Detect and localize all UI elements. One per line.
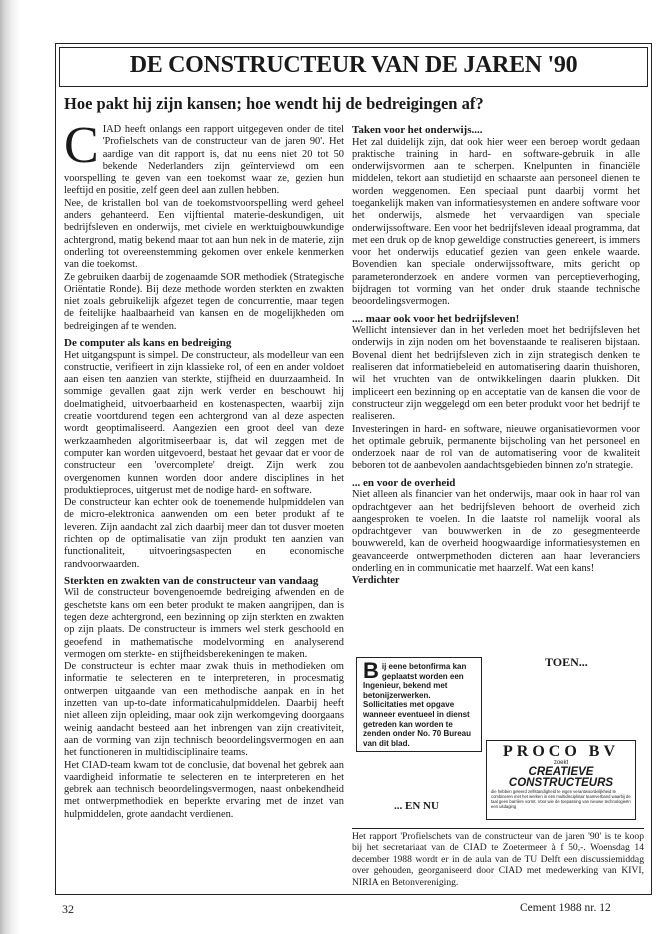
old-ad-text: ij eene betonfirma kan geplaatst worden een Ingenieur, bekend met betonijzerwerken. Sollicitaties met opgave wanneer eventueel in dienst getreden kan worden te zenden onder No. 70 Bureau van dit blad.	[363, 662, 472, 748]
ad-headline-1: CREATIEVE	[528, 766, 594, 778]
section-heading-strengths: Sterkten en zwakten van de constructeur van vandaag	[64, 574, 319, 587]
intro-paragraph-3: Ze gebruiken daarbij de zogenaamde SOR methodiek (Strategische Oriëntatie Ronde). Bij deze methode worden sterkten en zwakten niet zoals gebruikelijk afgezet tegen de concurrentie, maar tegen de feitelijke haalbaarheid van kansen en de mogelijkheden om bedreigingen af te wenden.	[64, 271, 344, 332]
section1-paragraph-1: Het uitgangspunt is simpel. De constructeur, als modelleur van een constructie, verifieert in zijn klassieke rol, of een en ander voldoet aan eisen ten aanzien van sterkte, stijfheid en duurzaamheid. In sommige gevallen gaat zijn werk verder en beschouwt hij doelmatigheid, uitvoerbaarheid en kostenaspecten, waarbij zijn creatie voortdurend tegen een achtergrond van al deze aspecten wordt geoptimaliseerd. Aangezien een groot deel van deze werkzaamheden algoritmiseerbaar is, dat wil zeggen met de computer kan worden uitgevoerd, bestaat het gevaar dat er voor de constructeur een 'overcomplete' dreigt. Zijn werk zou overgenomen kunnen worden door andere disciplines in het produktieproces, uitgerust met de nodige hard- en software.	[64, 349, 344, 496]
issue-label: Cement 1988 nr. 12	[520, 902, 611, 914]
section2-paragraph-2: De constructeur is echter maar zwak thuis in methodieken om informatie te selecteren en te interpreteren, in procesmatig ontwerpen uitgaande van een methodische aanpak en in het inzetten van up-to-date informaticahulpmiddelen. Daarbij heeft niet alleen zijn opleiding, maar ook zijn werkomgeving doorgaans weinig aandacht besteed aan het inbrengen van zijn creativiteit, aan de vorming van zijn technisch beoordelingsvermogen en aan het functioneren in multidisciplinaire teams.	[64, 661, 344, 759]
section-heading-government: ... en voor de overheid	[352, 476, 456, 489]
new-job-ad	[486, 740, 636, 820]
drop-cap: C	[64, 117, 99, 174]
section-heading-business: .... maar ook voor het bedrijfsleven!	[352, 312, 520, 325]
old-job-ad	[356, 657, 482, 752]
intro-paragraph-1: IAD heeft onlangs een rapport uitgegeven onder de titel 'Profielschets van de constructeur van de jaren 90'. Het aardige van dit rapport is, dat nu eens niet 20 tot 50 bekende Nederlanders zijn geïnterviewd om een voorspelling te geven van een toekomst waar ze, gezien hun leeftijd en positie, zelf geen deel aan zullen hebben.	[64, 124, 344, 197]
section2-paragraph-1: Wil de constructeur bovengenoemde bedreiging afwenden en de geschetste kans om een beter produkt te maken aangrijpen, dan is tegen deze achtergrond, een bezinning op zijn sterkten en zwakten op zijn plaats. De constructeur is immers wel sterk geschoold en geoefend in mathematische modelvorming en analyserend vermogen om sterkte- en stijfheidsberekeningen te maken.	[64, 587, 344, 660]
byline: Verdichter	[352, 575, 400, 587]
binding-shadow	[0, 0, 20, 934]
section-heading-computer: De computer als kans en bedreiging	[64, 337, 232, 350]
toen-label: TOEN...	[545, 655, 588, 669]
left-column	[64, 117, 344, 821]
right-column	[352, 124, 640, 588]
article-title: DE CONSTRUCTEUR VAN DE JAREN '90	[129, 52, 578, 78]
section-heading-education: Taken voor het onderwijs....	[352, 124, 483, 136]
ad-headline-2: CONSTRUCTEURS	[508, 777, 614, 789]
report-notice: Het rapport 'Profielschets van de constructeur van de jaren '90' is te koop bij het secretariaat van de CIAD te Zoetermeer à f 50,-. Woensdag 14 december 1988 wordt er in de aula van de TU Delft een discussiemiddag over gehouden, georganiseerd door CIAD met medewerking van KIVI, NIRIA en Betonvereniging.	[352, 831, 644, 888]
title-box	[59, 47, 648, 87]
section4-paragraph-1: Wellicht intensiever dan in het verleden moet het bedrijfsleven het onderwijs in zijn noden om het bovenstaande te realiseren bijstaan. Bovenal dient het bedrijfsleven zich in zijn strategisch denken te realiseren dat informatiebeleid en automatisering daarin thuishoren, wil het vruchten van de ontwikkelingen daarin plukken. Dit impliceert een bezinning op en acceptatie van de kansen die voor de constructeur zijn weggelegd om een beter produkt voor het bedrijf te realiseren.	[352, 325, 640, 423]
page-number: 32	[62, 902, 74, 916]
article-subtitle: Hoe pakt hij zijn kansen; hoe wendt hij de bedreigingen af?	[64, 94, 484, 113]
en-nu-label: ... EN NU	[394, 800, 439, 812]
section3-paragraph-1: Het zal duidelijk zijn, dat ook hier weer een beroep wordt gedaan praktische training in hard- en software-gebruik in alle onderwijsvormen aan te scherpen. Knelpunten in financiële middelen, tekort aan studietijd en schaarste aan personeel dienen te worden weggenomen. Een speciaal punt daarbij vormt het toegankelijk maken van informatiesystemen en andere software voor het onderwijs, alsmede het vervaardigen van speciale onderwijssoftware. Een voor het bedrijfsleven ideaal programma, dat met een druk op de knop geweldige constructies genereert, is immers voor het onderwijs educatief gezien van geen enkele waarde. Bovendien kan speciale onderwijssoftware, mits gericht op parameteronderzoek en andere vormen van perceptieverhoging, bijdragen tot vorming van het onder druk staande technische beoordelingsvermogen.	[352, 136, 640, 308]
company-name: PROCO BV	[503, 743, 619, 760]
ad-zoekt: zoekt	[553, 760, 569, 766]
section1-paragraph-2: De constructeur kan echter ook de toenemende hulpmiddelen van de micro-elektronica aanwenden om een beter produkt af te leveren. Zijn aandacht zal zich daarbij meer dan tot dusver moeten richten op de optimalisatie van zijn produkt ten aanzien van functionaliteit, uitvoeringsaspecten en economische randvoorwaarden.	[64, 497, 344, 570]
ad-fineprint: die hebben geleerd zelfstandigheid te eigen verantwoordelijkheid te combineren met het werken in een multidisciplinair teamverband waarbij de taal geen barrière vormt. Voor wie de toepassing van nieuwe technologieën een uitdaging	[491, 789, 631, 809]
section4-paragraph-2: Investeringen in hard- en software, nieuwe organisatievormen voor het optimale gebruik, permanente bijscholing van het personeel en onderzoek naar de rol van de automatisering voor de kwaliteit beboren tot de aanbevolen aandachtsgebieden binnen zo'n strategie.	[352, 423, 640, 472]
intro-paragraph-2: Nee, de kristallen bol van de toekomstvoorspelling werd geheel anders gehanteerd. Een vijftiental materie-deskundigen, uit bedrijfsleven en onderwijs, met civiele en werktuigbouwkundige achtergrond, matig bekend maar tot aan hun nek in de materie, zijn onderling tot overeenstemming gekomen over enkele kenmerken van die toekomst.	[64, 197, 344, 271]
old-ad-initial: B	[363, 658, 379, 683]
divider	[352, 828, 644, 829]
section5-paragraph-1: Niet alleen als financier van het onderwijs, maar ook in haar rol van opdrachtgever aan het bedrijfsleven behoort de overheid zich aangesproken te voelen. In die laatste rol namelijk vooral als opdrachtgever van bouwwerken in de zo gesegmenteerde bouwwereld, kan de overheid hoogwaardige informatiesystemen en geavanceerde ontwerpmethoden dicteren aan haar leveranciers onderling en in communicatie met haarzelf. Wat een kans!	[352, 489, 640, 574]
section2-paragraph-3: Het CIAD-team kwam tot de conclusie, dat bovenal het gebrek aan vaardigheid informatie te selecteren en te interpreteren en het gebrek aan technisch beoordelingsvermogen, naast onbekendheid met ontwerpmethodiek en beperkte ervaring met de inzet van hulpmiddelen, grote aandacht verdienen.	[64, 759, 344, 820]
